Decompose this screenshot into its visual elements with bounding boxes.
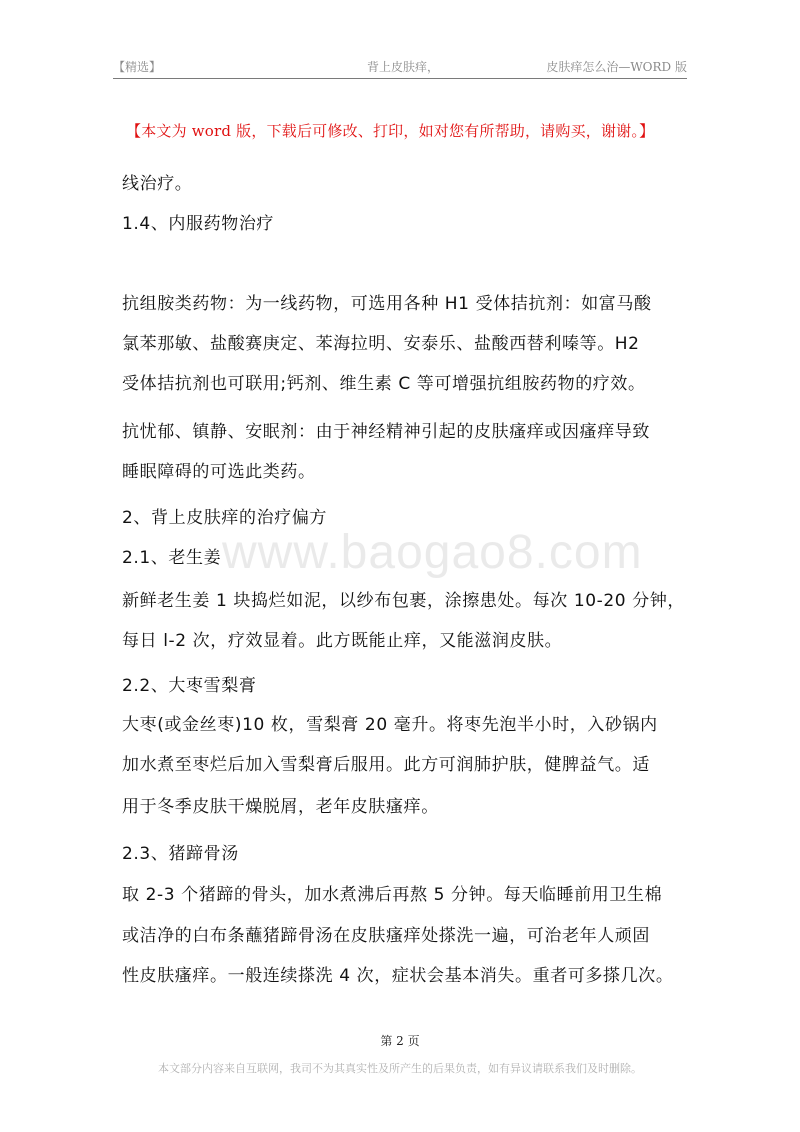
body-line: 线治疗。 xyxy=(122,174,193,194)
section-heading: 2、背上皮肤痒的治疗偏方 xyxy=(122,508,328,528)
body-line: 抗组胺类药物：为一线药物，可选用各种 H1 受体拮抗剂：如富马酸 xyxy=(122,294,652,314)
page-number: 第 2 页 xyxy=(380,1034,420,1048)
body-line: 性皮肤瘙痒。一般连续搽洗 4 次，症状会基本消失。重者可多搽几次。 xyxy=(122,966,674,986)
header-left-text: 【精选】 xyxy=(113,60,162,74)
body-line: 每日 l-2 次，疗效显着。此方既能止痒，又能滋润皮肤。 xyxy=(122,631,563,651)
page-header xyxy=(113,58,687,79)
header-title: 背上皮肤痒， xyxy=(367,60,440,74)
footer-disclaimer: 本文部分内容来自互联网，我司不为其真实性及所产生的后果负责，如有异议请联系我们及时删除。 xyxy=(158,1062,642,1075)
site-watermark: www.baogao8.com xyxy=(222,526,643,579)
body-line: 取 2-3 个猪蹄的骨头，加水煮沸后再熬 5 分钟。每天临睡前用卫生棉 xyxy=(122,885,663,905)
body-line: 睡眠障碍的可选此类药。 xyxy=(122,462,316,482)
body-line: 受体拮抗剂也可联用;钙剂、维生素 C 等可增强抗组胺药物的疗效。 xyxy=(122,374,646,394)
section-heading: 2.2、大枣雪梨膏 xyxy=(122,676,257,696)
body-line: 加水煮至枣烂后加入雪梨膏后服用。此方可润肺护肤，健脾益气。适 xyxy=(122,755,650,775)
section-heading: 2.1、老生姜 xyxy=(122,548,222,568)
body-line: 用于冬季皮肤干燥脱屑，老年皮肤瘙痒。 xyxy=(122,797,439,817)
body-line: 抗忧郁、镇静、安眠剂：由于神经精神引起的皮肤瘙痒或因瘙痒导致 xyxy=(122,422,650,442)
body-line: 新鲜老生姜 1 块捣烂如泥，以纱布包裹，涂擦患处。每次 10-20 分钟， xyxy=(122,591,686,611)
body-line: 或洁净的白布条蘸猪蹄骨汤在皮肤瘙痒处搽洗一遍，可治老年人顽固 xyxy=(122,926,650,946)
body-line: 氯苯那敏、盐酸赛庚定、苯海拉明、安泰乐、盐酸西替利嗪等。H2 xyxy=(122,334,640,354)
header-right-text: 皮肤痒怎么治—WORD 版 xyxy=(546,60,687,74)
section-heading: 2.3、猪蹄骨汤 xyxy=(122,844,239,864)
section-heading: 1.4、内服药物治疗 xyxy=(122,214,275,234)
body-line: 大枣(或金丝枣)10 枚，雪梨膏 20 毫升。将枣先泡半小时，入砂锅内 xyxy=(122,715,658,735)
word-version-notice: 【本文为 word 版，下载后可修改、打印，如对您有所帮助，请购买，谢谢。】 xyxy=(126,122,655,140)
